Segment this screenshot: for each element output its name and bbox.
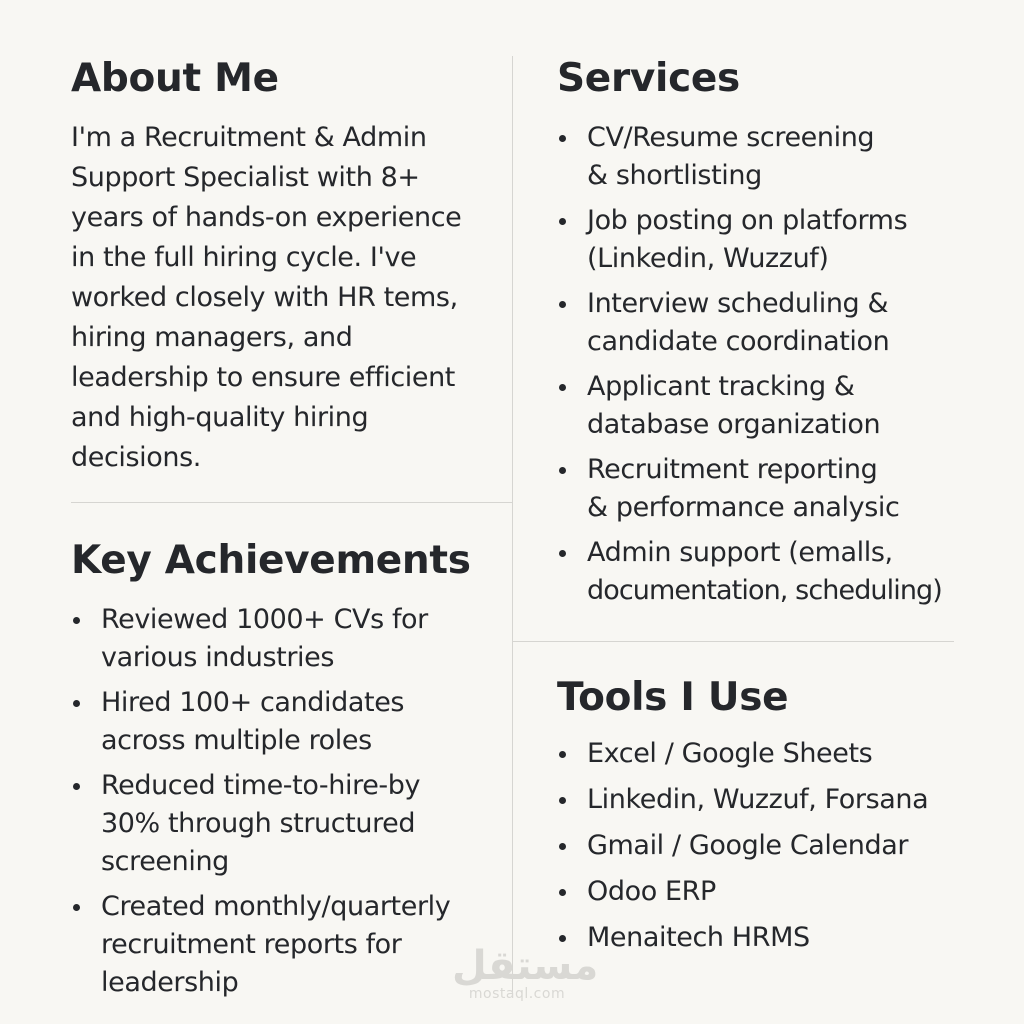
left-horizontal-divider	[71, 502, 512, 503]
tools-heading: Tools I Use	[557, 675, 789, 720]
services-item: Recruitment reporting & performance analysic	[557, 451, 997, 527]
services-list	[557, 119, 997, 610]
about-line: worked closely with HR tems,	[71, 282, 458, 313]
about-section	[71, 56, 501, 478]
about-line: and high-quality hiring	[71, 402, 369, 433]
about-line: hiring managers, and	[71, 322, 353, 353]
tools-item: Menaitech HRMS	[557, 919, 997, 957]
tools-item: Odoo ERP	[557, 873, 997, 911]
achievements-list	[71, 601, 501, 1002]
tools-item: Linkedin, Wuzzuf, Forsana	[557, 781, 997, 819]
bullet-icon	[559, 843, 566, 850]
about-line: in the full hiring cycle. I've	[71, 242, 417, 273]
achievements-heading: Key Achievements	[71, 538, 471, 583]
watermark-latin: mostaql.com	[468, 986, 566, 1002]
achievements-item: Created monthly/quarterly recruitment reports for leadership	[71, 888, 501, 1002]
about-paragraph	[71, 118, 501, 478]
bullet-icon	[559, 384, 566, 391]
achievements-item: Reviewed 1000+ CVs for various industries	[71, 601, 501, 677]
bullet-icon	[73, 700, 80, 707]
bullet-icon	[559, 301, 566, 308]
vertical-divider	[512, 56, 513, 992]
achievements-item: Hired 100+ candidates across multiple roles	[71, 684, 501, 760]
watermark-logo	[452, 943, 599, 1002]
bullet-icon	[559, 751, 566, 758]
achievements-item: Reduced time-to-hire-by 30% through structured screening	[71, 767, 501, 881]
bullet-icon	[559, 467, 566, 474]
achievements-section	[71, 538, 501, 1002]
about-line: decisions.	[71, 442, 201, 473]
bullet-icon	[559, 550, 566, 557]
services-item: Applicant tracking & database organization	[557, 368, 997, 444]
tools-item: Excel / Google Sheets	[557, 735, 997, 773]
bullet-icon	[559, 218, 566, 225]
bullet-icon	[559, 935, 566, 942]
services-section	[557, 56, 997, 610]
tools-section	[557, 675, 997, 957]
services-item: Interview scheduling & candidate coordination	[557, 285, 997, 361]
watermark-arabic: مستقل	[452, 943, 599, 989]
services-item: Job posting on platforms (Linkedin, Wuzzuf)	[557, 202, 997, 278]
services-heading: Services	[557, 56, 740, 101]
bullet-icon	[559, 135, 566, 142]
bullet-icon	[73, 783, 80, 790]
about-heading: About Me	[71, 56, 279, 101]
about-line: Support Specialist with 8+	[71, 162, 420, 193]
about-line: leadership to ensure efficient	[71, 362, 455, 393]
services-item: CV/Resume screening & shortlisting	[557, 119, 997, 195]
bullet-icon	[73, 617, 80, 624]
bullet-icon	[559, 797, 566, 804]
about-line: I'm a Recruitment & Admin	[71, 122, 427, 153]
tools-item: Gmail / Google Calendar	[557, 827, 997, 865]
about-line: years of hands-on experience	[71, 202, 462, 233]
bullet-icon	[559, 889, 566, 896]
tools-list	[557, 735, 997, 957]
right-horizontal-divider	[513, 641, 954, 642]
bullet-icon	[73, 904, 80, 911]
services-item: Admin support (emalls, documentation, scheduling)	[557, 534, 997, 610]
